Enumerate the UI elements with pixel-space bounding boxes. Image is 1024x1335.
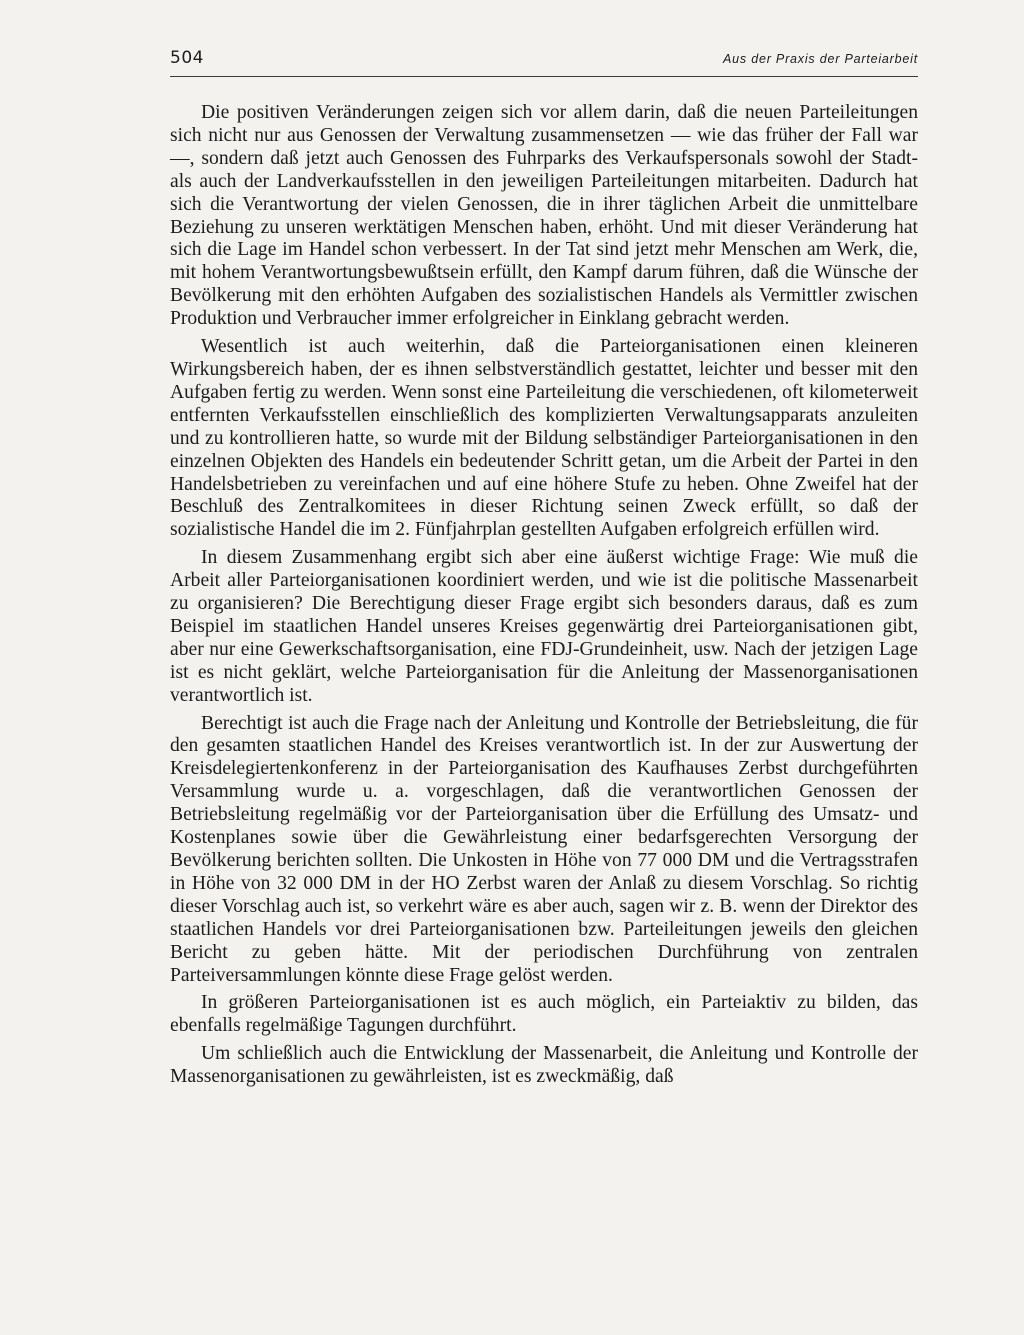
paragraph-3: In diesem Zusammenhang ergibt sich aber eine äußerst wichtige Frage: Wie muß die Arbeit aller Parteiorganisationen koordiniert werden, und wie ist die politische Massenarbeit zu organisieren? Die Berechtigung dieser Frage ergibt sich besonders daraus, daß es zum Beispiel im staatlichen Handel unseres Kreises gegenwärtig drei Parteiorganisationen gibt, aber nur eine Gewerkschaftsorganisation, eine FDJ-Grundeinheit, usw. Nach der jetzigen Lage ist es nicht geklärt, welche Parteiorganisation für die Anleitung der Massenorganisationen verantwortlich ist. xyxy=(170,547,918,706)
paragraph-5: In größeren Parteiorganisationen ist es auch möglich, ein Parteiaktiv zu bilden, das ebenfalls regelmäßige Tagungen durchführt. xyxy=(170,992,918,1037)
page-header xyxy=(170,46,918,77)
page-number: 504 xyxy=(170,48,204,68)
body-text xyxy=(170,102,918,1094)
paragraph-1: Die positiven Veränderungen zeigen sich vor allem darin, daß die neuen Parteileitungen sich nicht nur aus Genossen der Verwaltung zusammensetzen — wie das früher der Fall war —, sondern daß jetzt auch Genossen des Fuhrparks des Verkaufspersonals sowohl der Stadt- als auch der Landverkaufsstellen in den jeweiligen Parteileitungen mitarbeiten. Dadurch hat sich die Verantwortung der vielen Genossen, die in ihrer täglichen Arbeit die unmittelbare Beziehung zu unseren werktätigen Menschen haben, erhöht. Und mit dieser Veränderung hat sich die Lage im Handel schon verbessert. In der Tat sind jetzt mehr Menschen am Werk, die, mit hohem Verantwortungsbewußtsein erfüllt, den Kampf darum führen, daß die Wünsche der Bevölkerung mit den erhöhten Aufgaben des sozialistischen Handels als Vermittler zwischen Produktion und Verbraucher immer erfolgreicher in Einklang gebracht werden. xyxy=(170,102,918,330)
running-head: Aus der Praxis der Parteiarbeit xyxy=(722,52,918,66)
paragraph-2: Wesentlich ist auch weiterhin, daß die Parteiorganisationen einen kleineren Wirkungsbereich haben, der es ihnen selbstverständlich gestattet, leichter und besser mit den Aufgaben fertig zu werden. Wenn sonst eine Parteileitung die verschiedenen, oft kilometerweit entfernten Verkaufsstellen einschließlich des komplizierten Verwaltungsapparats anzuleiten und zu kontrollieren hatte, so wurde mit der Bildung selbständiger Parteiorganisationen in den einzelnen Objekten des Handels ein bedeutender Schritt getan, um die Arbeit der Partei in den Handelsbetrieben zu vereinfachen und auf eine höhere Stufe zu heben. Ohne Zweifel hat der Beschluß des Zentralkomitees in dieser Richtung seinen Zweck erfüllt, so daß der sozialistische Handel die im 2. Fünfjahrplan gestellten Aufgaben erfolgreich erfüllen wird. xyxy=(170,336,918,541)
paragraph-6: Um schließlich auch die Entwicklung der Massenarbeit, die Anleitung und Kontrolle der Massenorganisationen zu gewährleisten, ist es zweckmäßig, daß xyxy=(170,1043,918,1088)
paragraph-4: Berechtigt ist auch die Frage nach der Anleitung und Kontrolle der Betriebsleitung, die für den gesamten staatlichen Handel des Kreises verantwortlich ist. In der zur Auswertung der Kreisdelegiertenkonferenz in der Parteiorganisation des Kaufhauses Zerbst durchgeführten Versammlung wurde u. a. vorgeschlagen, daß die verantwortlichen Genossen der Betriebsleitung regelmäßig vor der Parteiorganisation über die Erfüllung des Umsatz- und Kostenplanes sowie über die Gewährleistung einer bedarfsgerechten Versorgung der Bevölkerung berichten sollten. Die Unkosten in Höhe von 77 000 DM und die Vertragsstrafen in Höhe von 32 000 DM in der HO Zerbst waren der Anlaß zu diesem Vorschlag. So richtig dieser Vorschlag auch ist, so verkehrt wäre es aber auch, sagen wir z. B. wenn der Direktor des staatlichen Handels vor drei Parteiorganisationen bzw. Parteileitungen jeweils den gleichen Bericht zu geben hätte. Mit der periodischen Durchführung von zentralen Parteiversammlungen könnte diese Frage gelöst werden. xyxy=(170,712,918,986)
